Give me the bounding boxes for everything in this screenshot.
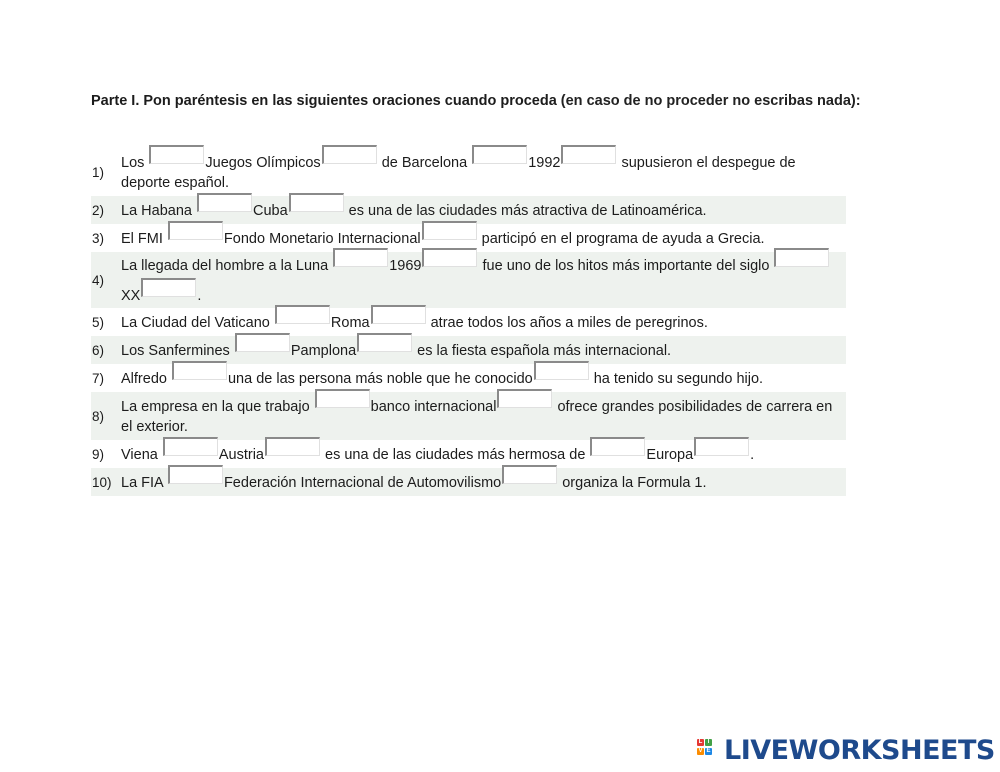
sentence-text: La FIA: [121, 475, 167, 491]
sentence-text: de Barcelona: [377, 155, 472, 171]
exercise-row: [91, 364, 846, 392]
instructions-parenthetical: (en caso de no proceder no escribas nada):: [556, 93, 861, 109]
answer-blank[interactable]: [774, 248, 829, 267]
exercise-row: [91, 196, 846, 224]
sentence-text: Los: [121, 155, 149, 171]
row-number: 2): [92, 202, 105, 218]
exercise-table: [91, 148, 846, 496]
sentence-text: Los Sanfermines: [121, 343, 234, 359]
sentence-text: El FMI: [121, 231, 167, 247]
sentence-text: ha tenido su segundo hijo.: [589, 371, 764, 387]
sentence: [121, 248, 846, 313]
sentence-text: Federación Internacional de Automovilismo: [223, 475, 502, 491]
answer-blank[interactable]: [289, 193, 344, 212]
exercise-row: [91, 252, 846, 308]
sentence-text: fue uno de los hitos más importante del siglo: [478, 257, 774, 274]
answer-blank[interactable]: [357, 333, 412, 352]
answer-blank[interactable]: [561, 145, 616, 164]
exercise-row: [91, 440, 846, 468]
sentence-text: una de las persona más noble que he conocido: [227, 371, 533, 387]
sentence-text: es una de las ciudades más atractiva de Latinoamérica.: [344, 203, 707, 219]
answer-blank[interactable]: [322, 145, 377, 164]
row-number: 1): [92, 164, 105, 180]
sentence: [121, 469, 846, 495]
sentence: [121, 441, 846, 467]
row-number: 4): [92, 272, 105, 288]
sentence: [121, 393, 846, 439]
logo-cube: V: [698, 748, 703, 754]
answer-blank[interactable]: [168, 465, 223, 484]
logo-cube: E: [706, 748, 711, 754]
answer-blank[interactable]: [333, 248, 388, 267]
exercise-row: [91, 336, 846, 364]
sentence-text: atrae todos los años a miles de peregrinos.: [426, 315, 708, 331]
sentence-text: supusieron el despegue de deporte español.: [121, 155, 796, 191]
answer-blank[interactable]: [497, 389, 552, 408]
instructions-bold: Parte I. Pon paréntesis en las siguientes oraciones cuando proceda: [91, 93, 557, 109]
sentence-text: Cuba: [252, 203, 288, 219]
logo-cube: I: [705, 739, 712, 746]
sentence-text: Roma: [330, 315, 370, 331]
sentence-text: participó en el programa de ayuda a Grecia.: [477, 231, 765, 247]
sentence: [121, 197, 846, 223]
logo-cubes-icon: [697, 736, 721, 766]
sentence-text: Fondo Monetario Internacional: [223, 231, 421, 247]
sentence-text: Alfredo: [121, 371, 171, 387]
sentence: [121, 149, 846, 195]
answer-blank[interactable]: [422, 221, 477, 240]
sentence-text: La empresa en la que trabajo: [121, 399, 314, 415]
row-number: 5): [92, 314, 105, 330]
sentence: [121, 337, 846, 363]
row-number: 7): [92, 370, 105, 386]
row-number: 9): [92, 446, 105, 462]
answer-blank[interactable]: [275, 305, 330, 324]
sentence-text: 1969: [389, 257, 422, 274]
sentence-text: La llegada del hombre a la Luna: [121, 257, 333, 274]
sentence-text: organiza la Formula 1.: [558, 475, 707, 491]
answer-blank[interactable]: [168, 221, 223, 240]
liveworksheets-logo: [697, 736, 995, 766]
sentence-text: es una de las ciudades más hermosa de: [321, 447, 590, 463]
answer-blank[interactable]: [502, 465, 557, 484]
sentence-text: ofrece grandes posibilidades de carrera en el exterior.: [121, 399, 833, 435]
sentence-text: Juegos Olímpicos: [205, 155, 321, 171]
answer-blank[interactable]: [371, 305, 426, 324]
row-number: 3): [92, 230, 105, 246]
logo-text: LIVEWORKSHEETS: [724, 735, 995, 766]
exercise-row: [91, 308, 846, 336]
sentence-text: es la fiesta española más internacional.: [413, 343, 672, 359]
answer-blank[interactable]: [534, 361, 589, 380]
answer-blank[interactable]: [422, 248, 477, 267]
sentence-text: La Ciudad del Vaticano: [121, 315, 274, 331]
instructions-title: [91, 93, 951, 109]
sentence-text: 1992: [528, 155, 561, 171]
sentence: [121, 309, 846, 335]
sentence-text: Viena: [121, 447, 162, 463]
logo-cube: L: [698, 739, 703, 745]
sentence-text: banco internacional: [370, 399, 497, 415]
sentence-text: Pamplona: [290, 343, 357, 359]
sentence-text: .: [750, 447, 755, 463]
sentence: [121, 365, 846, 391]
sentence-text: Europa: [646, 447, 694, 463]
row-number: 10): [92, 474, 112, 490]
row-number: 6): [92, 342, 105, 358]
sentence-text: .: [197, 287, 202, 304]
exercise-row: [91, 392, 846, 440]
answer-blank[interactable]: [197, 193, 252, 212]
row-number: 8): [92, 408, 105, 424]
answer-blank[interactable]: [265, 437, 320, 456]
answer-blank[interactable]: [163, 437, 218, 456]
answer-blank[interactable]: [315, 389, 370, 408]
sentence-text: Austria: [218, 447, 264, 463]
answer-blank[interactable]: [141, 278, 196, 297]
answer-blank[interactable]: [149, 145, 204, 164]
sentence-text: La Habana: [121, 203, 196, 219]
exercise-row: [91, 468, 846, 496]
answer-blank[interactable]: [235, 333, 290, 352]
answer-blank[interactable]: [172, 361, 227, 380]
answer-blank[interactable]: [472, 145, 527, 164]
answer-blank[interactable]: [694, 437, 749, 456]
answer-blank[interactable]: [590, 437, 645, 456]
exercise-row: [91, 148, 846, 196]
sentence-text: XX: [121, 287, 141, 304]
